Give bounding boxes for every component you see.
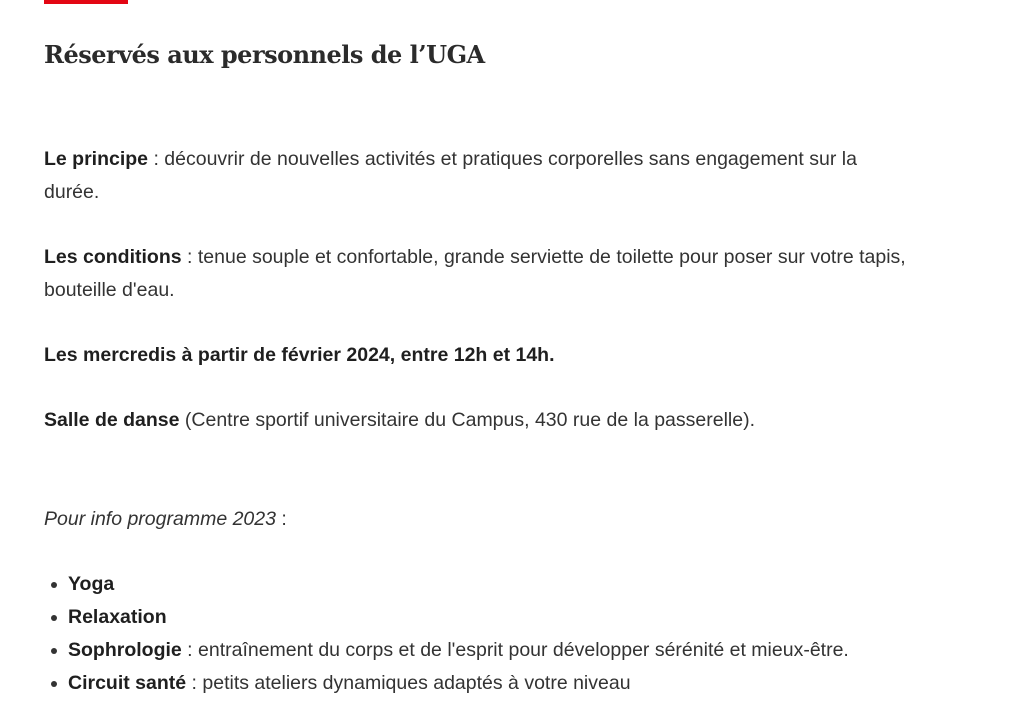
activity-desc: : petits ateliers dynamiques adaptés à votre niveau xyxy=(186,672,631,694)
program-label: Pour info programme 2023 xyxy=(44,508,276,530)
article-content xyxy=(44,143,914,700)
activity-item-sophrologie xyxy=(68,634,914,667)
activity-list xyxy=(44,568,914,700)
program-intro xyxy=(44,503,914,536)
activity-name: Circuit santé xyxy=(68,672,187,694)
schedule-text: Les mercredis à partir de février 2024, entre 12h et 14h. xyxy=(44,344,555,366)
activity-name: Yoga xyxy=(68,573,115,595)
principle-paragraph xyxy=(44,143,914,209)
conditions-text: : tenue souple et confortable, grande serviette de toilette pour poser sur votre tapis, bouteille d'eau. xyxy=(44,246,906,301)
activity-item-relaxation xyxy=(68,601,914,634)
principle-text: : découvrir de nouvelles activités et pratiques corporelles sans engagement sur la durée. xyxy=(44,148,857,203)
activity-name: Relaxation xyxy=(68,606,167,628)
principle-label: Le principe xyxy=(44,148,149,170)
location-text: (Centre sportif universitaire du Campus, 430 rue de la passerelle). xyxy=(179,409,756,431)
activity-desc: : entraînement du corps et de l'esprit pour développer sérénité et mieux-être. xyxy=(181,639,849,661)
location-paragraph xyxy=(44,404,914,437)
activity-name: Sophrologie xyxy=(68,639,182,661)
page-heading: Réservés aux personnels de l’UGA xyxy=(44,40,485,69)
accent-bar xyxy=(44,0,128,4)
program-colon: : xyxy=(275,508,287,530)
conditions-paragraph xyxy=(44,241,914,307)
activity-item-circuit-sante xyxy=(68,667,914,700)
location-label: Salle de danse xyxy=(44,409,180,431)
schedule-paragraph xyxy=(44,339,914,372)
conditions-label: Les conditions xyxy=(44,246,182,268)
activity-item-yoga xyxy=(68,568,914,601)
